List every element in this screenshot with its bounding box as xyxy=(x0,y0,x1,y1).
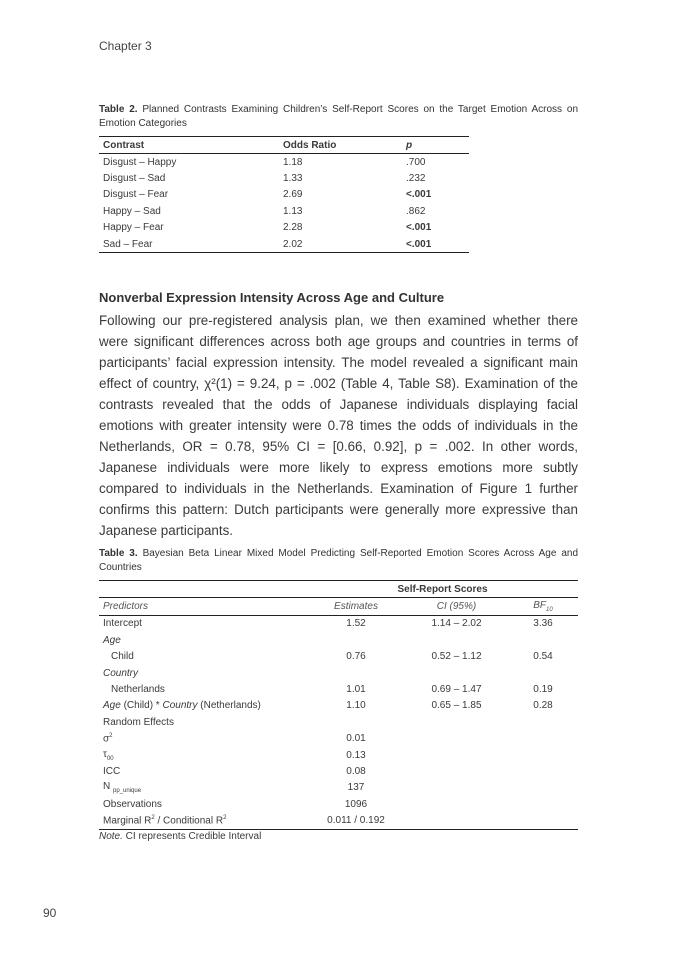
cell-p: .700 xyxy=(406,156,426,168)
r2-label-b: / Conditional R xyxy=(154,815,224,827)
table2-body xyxy=(99,154,469,253)
cell-bf: 0.54 xyxy=(533,651,553,663)
table-row xyxy=(99,763,578,779)
table-row xyxy=(99,632,578,648)
table-row xyxy=(99,154,469,171)
cell-contrast: Disgust – Happy xyxy=(103,156,177,168)
r2-sup-b: 2 xyxy=(223,815,227,821)
row-label: Netherlands xyxy=(111,684,165,696)
cell-p: <.001 xyxy=(406,222,432,234)
cell-estimate: 0.01 xyxy=(346,733,366,745)
table2-col-contrast: Contrast xyxy=(99,137,279,154)
table-row xyxy=(99,714,578,730)
cell-bf: 0.28 xyxy=(533,700,553,712)
cell-odds-ratio: 1.13 xyxy=(283,205,303,217)
sigma-label: σ xyxy=(103,733,110,745)
row-label xyxy=(99,731,307,747)
section-heading: Nonverbal Expression Intensity Across Age and Culture xyxy=(99,290,445,305)
interaction-country: Country xyxy=(162,700,198,712)
r2-label-a: Marginal R xyxy=(103,815,152,827)
table2-caption xyxy=(99,103,578,131)
table2-col-p: p xyxy=(402,137,469,154)
cell-contrast: Disgust – Sad xyxy=(103,173,166,185)
table2-col-odds-ratio: Odds Ratio xyxy=(279,137,402,154)
row-label xyxy=(99,780,307,796)
cell-estimate: 0.011 / 0.192 xyxy=(307,812,405,829)
row-label xyxy=(99,698,307,714)
tau-label: τ xyxy=(103,748,107,760)
cell-estimate: 1.01 xyxy=(346,684,366,696)
cell-empty xyxy=(405,796,508,812)
row-group-label: Age xyxy=(103,634,121,646)
table3-note xyxy=(99,831,261,842)
row-label xyxy=(99,812,307,829)
cell-contrast: Happy – Fear xyxy=(103,222,164,234)
cell-empty xyxy=(405,747,508,763)
table3-caption-text: Bayesian Beta Linear Mixed Model Predicting Self-Reported Emotion Scores Across Age and Countries xyxy=(99,548,578,573)
cell-bf: 3.36 xyxy=(533,618,553,630)
cell-estimate: 0.76 xyxy=(346,651,366,663)
table-row xyxy=(99,220,469,236)
table3-col-estimates: Estimates xyxy=(307,598,405,615)
tau-sub: 00 xyxy=(106,755,114,762)
cell-ci: 0.52 – 1.12 xyxy=(431,651,482,663)
interaction-mid: (Child) * xyxy=(120,700,163,712)
interaction-age: Age xyxy=(103,700,121,712)
cell-odds-ratio: 2.28 xyxy=(283,222,303,234)
cell-estimate: 137 xyxy=(347,782,365,794)
cell-empty xyxy=(508,796,578,812)
cell-empty xyxy=(405,780,508,796)
cell-empty xyxy=(508,731,578,747)
cell-bf: 0.19 xyxy=(533,684,553,696)
table3-group-spacer xyxy=(99,581,307,598)
interaction-tail: (Netherlands) xyxy=(197,700,261,712)
r2-sup-a: 2 xyxy=(151,815,155,821)
cell-odds-ratio: 2.02 xyxy=(279,236,402,253)
n-label: N xyxy=(103,781,113,793)
body-paragraph: Following our pre-registered analysis plan, we then examined whether there were significant differences across both age groups and countries in terms of participants’ facial expression intensity. The model revealed a significant main effect of country, χ²(1) = 9.24, p = .002 (Table 4, Table S8). Examination of the contrasts revealed that the odds of Japanese individuals displaying facial emotions with greater intensity were 0.78 times the odds of individuals in the Netherlands, OR = 0.78, 95% CI = [0.66, 0.92], p = .002. In other words, Japanese individuals were more likely to express emotions more subtly compared to individuals in the Netherlands. Examination of Figure 1 further confirms this pattern: Dutch participants were generally more expressive than Japanese participants. xyxy=(99,313,578,538)
n-sub: pp_unique xyxy=(113,788,142,795)
cell-odds-ratio: 2.69 xyxy=(283,189,303,201)
cell-estimate: 0.13 xyxy=(346,749,366,761)
row-label: Intercept xyxy=(103,618,142,630)
cell-empty xyxy=(508,763,578,779)
cell-estimate: 1.52 xyxy=(346,618,366,630)
sigma-sup: 2 xyxy=(109,733,113,740)
table3-group-header: Self-Report Scores xyxy=(307,581,578,598)
row-label xyxy=(99,747,307,763)
table2 xyxy=(99,136,469,253)
row-group-label: Country xyxy=(103,667,139,679)
cell-empty xyxy=(405,812,508,829)
note-text: CI represents Credible Interval xyxy=(122,831,262,842)
random-effects-heading: Random Effects xyxy=(103,716,174,728)
cell-empty xyxy=(508,747,578,763)
table3-col-predictors: Predictors xyxy=(99,598,307,615)
table3-col-ci: CI (95%) xyxy=(405,598,508,615)
table-row xyxy=(99,187,469,203)
table-row xyxy=(99,747,578,763)
cell-contrast: Sad – Fear xyxy=(99,236,279,253)
table2-caption-label: Table 2. xyxy=(99,104,138,115)
table2-caption-text: Planned Contrasts Examining Children’s Self-Report Scores on the Target Emotion Across on Emotion Categories xyxy=(99,104,579,129)
cell-estimate: 0.08 xyxy=(346,765,366,777)
cell-contrast: Happy – Sad xyxy=(103,205,161,217)
table3-col-bf-text: BF xyxy=(533,600,547,612)
table3-col-bf xyxy=(508,598,578,615)
cell-empty xyxy=(508,780,578,796)
page-number: 90 xyxy=(43,906,57,920)
table-row xyxy=(99,698,578,714)
row-label: Child xyxy=(111,651,134,663)
table-row xyxy=(99,731,578,747)
cell-p: <.001 xyxy=(402,236,469,253)
cell-estimate: 1.10 xyxy=(346,700,366,712)
table-row xyxy=(99,681,578,697)
table3-caption-label: Table 3. xyxy=(99,548,138,559)
table-row xyxy=(99,615,578,632)
cell-contrast: Disgust – Fear xyxy=(103,189,169,201)
table-row xyxy=(99,796,578,812)
table-row xyxy=(99,649,578,665)
table-row xyxy=(99,203,469,219)
table-row xyxy=(99,665,578,681)
cell-estimate: 1096 xyxy=(344,798,368,810)
table3-caption xyxy=(99,547,578,575)
cell-ci: 1.14 – 2.02 xyxy=(431,618,482,630)
table3 xyxy=(99,580,578,830)
cell-odds-ratio: 1.18 xyxy=(283,156,303,168)
cell-empty xyxy=(405,731,508,747)
table3-header-row xyxy=(99,598,578,615)
table-row xyxy=(99,812,578,829)
table2-header-row xyxy=(99,137,469,154)
cell-empty xyxy=(508,812,578,829)
cell-empty xyxy=(405,763,508,779)
running-header: Chapter 3 xyxy=(99,39,152,53)
cell-ci: 0.65 – 1.85 xyxy=(431,700,482,712)
row-label: ICC xyxy=(103,765,121,777)
cell-p: .862 xyxy=(406,205,426,217)
table3-col-bf-sub: 10 xyxy=(546,607,553,614)
cell-ci: 0.69 – 1.47 xyxy=(431,684,482,696)
note-label: Note. xyxy=(99,831,123,842)
table3-group-header-row xyxy=(99,581,578,598)
cell-p: .232 xyxy=(406,173,426,185)
cell-odds-ratio: 1.33 xyxy=(283,173,303,185)
table-row xyxy=(99,236,469,253)
cell-p: <.001 xyxy=(406,189,432,201)
row-label: Observations xyxy=(103,798,162,810)
table-row xyxy=(99,780,578,796)
table-row xyxy=(99,170,469,186)
